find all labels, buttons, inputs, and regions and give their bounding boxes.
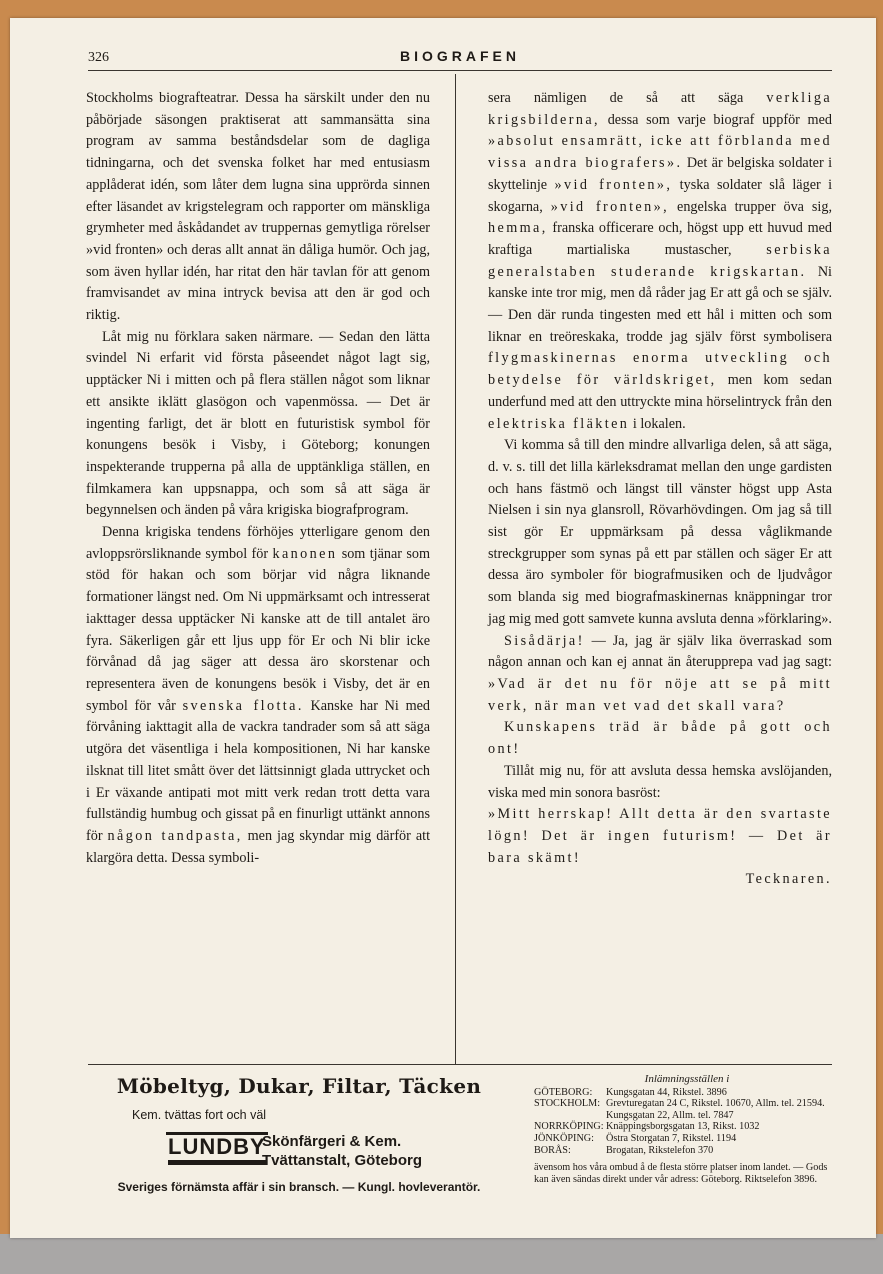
paragraph: Stockholms biografteatrar. Dessa ha särskilt under den nu påbörjade säsongen praktiserat att sammansätta sina program av samma beståndsdelar som de dagliga tidningarna, och det svenska folket har med entusiasm applåderat idén, som låter dem lugna sina upprörda sinnen efter läsandet av krigstelegram och rapporter om mänskliga grymheter med åskådandet av truppernas gemytliga rörelser »vid fronten» och deras allt annat än dåliga humör. Och jag, som även hyllar idén, har ritat den här tavlan för att genom framvisandet av mina intryck bevisa att den är god och riktig. bbox=[86, 90, 430, 324]
brand-name bbox=[262, 1132, 422, 1170]
spaced-text: någon tandpasta, bbox=[107, 827, 243, 844]
text-span: Det är belgiska soldater i skyttelinje bbox=[488, 155, 833, 193]
spaced-text: svenska flotta. bbox=[182, 697, 304, 714]
text-span: Denna krigiska tendens förhöjes ytterligare genom den avloppsrörsliknande symbol för bbox=[86, 524, 430, 562]
column-divider bbox=[455, 74, 456, 1064]
spaced-text: Sisådärja! bbox=[504, 632, 585, 649]
page-header bbox=[88, 48, 832, 71]
ad-bottom-line: Sveriges förnämsta affär i sin bransch. — Kungl. hovleverantör. bbox=[117, 1180, 481, 1194]
city: JÖNKÖPING: bbox=[534, 1132, 594, 1144]
table-row bbox=[534, 1133, 840, 1145]
brand-logo-text: LUNDBY bbox=[168, 1134, 266, 1159]
scan-background-bottom bbox=[0, 1234, 883, 1274]
brand-line-1: Skönfärgeri & Kem. bbox=[262, 1133, 402, 1150]
text-span: men jag skyndar mig därför att klargöra detta. Dessa symboli- bbox=[86, 827, 431, 866]
spaced-text: hemma, bbox=[488, 220, 548, 237]
ad-subtitle: Kem. tvättas fort och väl bbox=[132, 1108, 267, 1122]
spaced-text: »absolut ensamrätt, icke att förblanda med vissa andra biografers». bbox=[488, 133, 832, 172]
text-span: engelska trupper öva sig, bbox=[677, 198, 833, 215]
spaced-text: »Vad är det nu för nöje att se på mitt verk, när man vet vad det skall vara? bbox=[488, 675, 832, 714]
city: GÖTEBORG: bbox=[534, 1086, 593, 1098]
city: BORÅS: bbox=[534, 1144, 571, 1156]
brand-logo bbox=[166, 1132, 268, 1165]
spaced-text: »vid fronten», bbox=[554, 176, 673, 193]
spaced-text: serbiska generalstaben studerande krigskartan. bbox=[488, 241, 832, 280]
text-span: — Ja, jag är själv lika överraskad som någon annan och kan ej annat än återupprepa vad jag sagt: bbox=[488, 632, 833, 671]
right-column bbox=[488, 88, 832, 891]
spaced-text: elektriska fläkten bbox=[488, 415, 630, 432]
text-span: Kanske har Ni med förvåning iakttagit alla de vackra tandrader som så att säga utgöra det väsentliga i hela kompositionen, Ni har kanske ilsknat till litet smått över det lättsinnigt glada uttrycket och i Er växande antipati mot mitt verk redan trott detta vara fullständig humbug och gissat på en finurligt uttänkt annons för bbox=[86, 697, 430, 844]
text-span: tyska soldater slå läger i skogarna, bbox=[488, 176, 833, 215]
table-row bbox=[534, 1098, 840, 1121]
text-span: som tjänar som stöd för hakan och som börjar vid några liknande formationer längst ned. Om Ni uppmärksamt och intresserat iakttager dessa upptäcker Ni kanske att de till antalet äro fyra. Säkerligen går ett ljus upp för Er och Ni blir icke förvånad då jag säger att dessa äro skorstenar och representera även de konungens besök i Visby, det är en symbol för vår bbox=[86, 545, 430, 714]
paragraph bbox=[488, 88, 832, 435]
advertisement-locations bbox=[534, 1074, 840, 1185]
table-row bbox=[534, 1145, 840, 1157]
signature: Tecknaren. bbox=[745, 871, 832, 888]
journal-title: BIOGRAFEN bbox=[400, 48, 520, 64]
ad-title: Möbeltyg, Dukar, Filtar, Täcken bbox=[116, 1074, 482, 1098]
locations-note: ävensom hos våra ombud å de flesta större platser inom landet. — Gods kan även sändas direkt under vår adress: Göteborg. Riktselefon 3896. bbox=[534, 1162, 828, 1185]
spaced-text: kanonen bbox=[272, 545, 338, 562]
paragraph bbox=[86, 522, 430, 869]
spaced-text: verkliga krigsbilderna, bbox=[488, 90, 833, 128]
text-span: sera nämligen de så att säga bbox=[488, 90, 744, 106]
paragraph: Vi komma så till den mindre allvarliga delen, så att säga, d. v. s. till det lilla kärleksdramat mellan den unge gardisten och hans fästmö och längst till vänster högst upp Asta Nielsen i sin nya glansroll, Rövarhövdingen. Om jag så till sist gör Er uppmärksam på dessa våglikmande streckgrupper som synas på ett par ställen och säger Er att dessa äro symboler för biografmusiken och de ljudvågor som blanda sig med biografmaskinernas knäppningar tror jag mig med gott samvete kunna avsluta denna »förklaring». bbox=[488, 437, 832, 627]
locations-heading: Inlämningsställen i bbox=[644, 1073, 730, 1085]
address: Kungsgatan 44, Rikstel. 3896 bbox=[606, 1086, 727, 1098]
address: Östra Storgatan 7, Rikstel. 1194 bbox=[606, 1132, 737, 1144]
table-row bbox=[534, 1087, 840, 1099]
paragraph: Kunskapens träd är både på gott och ont! bbox=[488, 719, 832, 758]
text-span: dessa som varje biograf uppför med bbox=[607, 111, 832, 128]
brand-row bbox=[92, 1128, 506, 1178]
paragraph bbox=[488, 631, 832, 718]
page-number: 326 bbox=[88, 50, 109, 65]
footer-rule bbox=[88, 1064, 832, 1065]
left-column bbox=[86, 88, 430, 869]
text-span: i lokalen. bbox=[632, 415, 686, 432]
city: NORRKÖPING: bbox=[534, 1121, 604, 1133]
text-span: men kom sedan underfund med att den uttryckte mina hörselintryck från den bbox=[488, 372, 833, 410]
advertisement-lundby bbox=[92, 1074, 506, 1194]
spaced-text: »vid fronten», bbox=[550, 198, 670, 215]
address: Grevturegatan 24 C, Rikstel. 10670, Allm. tel. 21594. Kungsgatan 22, Allm. tel. 7847 bbox=[606, 1098, 825, 1121]
paragraph: Låt mig nu förklara saken närmare. — Sedan den lätta svindel Ni erfarit vid första påseendet något lagt sig, upptäcker Ni i mitten och på flera ställen något som liknar ett ansikte iklätt glasögon och vapenmössa. — Det är ingenting farligt, det är blott en futuristisk symbol för konungens besök i Visby, i Göteborg; konungen inspekterande trupperna på alla de upptänkliga ställen, en filmkamera kan uppsnappa, och som så att säga är begynnelsen och änden på våra krigiska biografprogram. bbox=[86, 328, 430, 519]
locations-table bbox=[534, 1087, 840, 1157]
brand-line-2: Tvättanstalt, Göteborg bbox=[262, 1152, 423, 1169]
address: Brogatan, Rikstelefon 370 bbox=[606, 1144, 714, 1156]
text-span: franska officerare och, högst upp ett huvud med kraftiga martialiska mustascher, bbox=[488, 220, 832, 258]
address: Knäppingsborgsgatan 13, Rikst. 1032 bbox=[606, 1121, 760, 1133]
text-span: Ni kanske inte tror mig, men då råder jag Er att gå och se själv. — Den där runda tingesten med ett hål i mitten och som liknar en treöreskaka, trodde jag själv först symbolisera bbox=[488, 263, 832, 345]
table-row bbox=[534, 1121, 840, 1133]
logo-bar bbox=[168, 1160, 266, 1165]
spaced-text: flygmaskinernas enorma utveckling och betydelse för världskriget, bbox=[488, 350, 832, 389]
paragraph: Tillåt mig nu, för att avsluta dessa hemska avslöjanden, viska med min sonora basröst: bbox=[488, 762, 832, 801]
paragraph: »Mitt herrskap! Allt detta är den svartaste lögn! Det är ingen futurism! — Det är bara skämt! bbox=[488, 806, 832, 866]
city: STOCKHOLM: bbox=[534, 1098, 601, 1110]
